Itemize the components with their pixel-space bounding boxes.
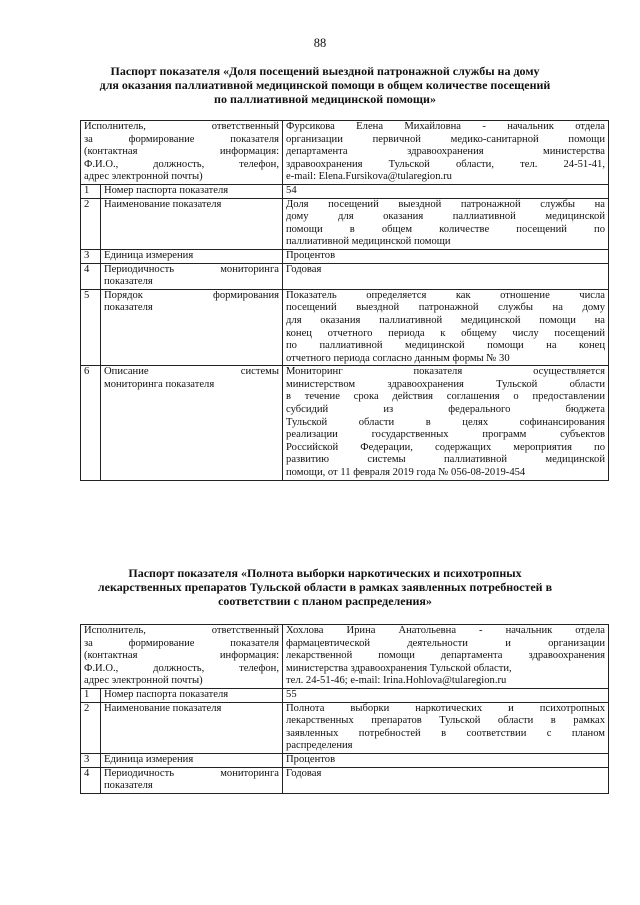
label-line — [84, 663, 279, 676]
row-number: 3 — [81, 753, 101, 767]
row-label — [101, 184, 283, 198]
title-line: лекарственных препаратов Тульской области в рамках заявленных потребностей в — [97, 580, 553, 594]
label-line: Порядок формирования — [104, 289, 280, 301]
value-line: Годовая — [286, 263, 322, 275]
value-line: паллиативной медицинской помощи — [286, 236, 451, 248]
label-line — [84, 134, 279, 147]
value-line: Тульской области в целях софинансирования — [286, 416, 605, 428]
word: телефон, — [239, 158, 279, 170]
word: ответственный — [211, 625, 280, 636]
row-label — [101, 263, 283, 289]
value-line: Фурсикова Елена Михайловна - начальник отдела — [286, 121, 605, 132]
executor-value — [283, 121, 609, 185]
executor-row — [81, 625, 609, 689]
word: формирование — [128, 133, 195, 145]
word: (контактная — [84, 650, 138, 662]
value-line: дому для оказания паллиативной медицинской — [286, 211, 605, 223]
value-line: реализации государственных программ субъектов — [286, 429, 605, 441]
word: информация: — [219, 146, 280, 158]
label-line: Описание системы — [104, 366, 280, 378]
value-line: распределения — [286, 740, 353, 752]
row-number: 2 — [81, 198, 101, 249]
value-line: Процентов — [286, 249, 336, 261]
label-line — [84, 121, 279, 134]
row-label — [101, 688, 283, 702]
label-line — [84, 146, 279, 159]
value-line: Полнота выборки наркотических и психотропных — [286, 702, 605, 714]
value-line: Мониторинг показателя осуществляется — [286, 366, 605, 378]
executor-value — [283, 625, 609, 689]
word: Исполнитель, — [84, 625, 146, 636]
word: показателя — [230, 637, 279, 649]
row-number: 1 — [81, 688, 101, 702]
table-row — [81, 753, 609, 767]
value-line: фармацевтической деятельности и организации — [286, 637, 605, 649]
row-value — [283, 702, 609, 753]
label-line: Единица измерения — [104, 249, 194, 261]
row-label — [101, 753, 283, 767]
row-number: 6 — [81, 366, 101, 480]
word: за — [84, 133, 93, 145]
label-line: Периодичность мониторинга — [104, 263, 280, 275]
value-line: Хохлова Ирина Анатольевна - начальник отдела — [286, 625, 605, 636]
label-line: Единица измерения — [104, 753, 194, 765]
row-value — [283, 289, 609, 366]
passport-1-title — [80, 64, 570, 106]
executor-label — [81, 121, 283, 185]
value-line: e-mail: Elena.Fursikova@tularegion.ru — [286, 171, 452, 183]
table-row — [81, 198, 609, 249]
value-line: лекарственных препаратов Тульской области в рамках — [286, 715, 605, 727]
value-line: в течение срока действия соглашения о предоставлении — [286, 391, 605, 403]
table-row — [81, 702, 609, 753]
label-line: показателя — [104, 780, 153, 792]
value-line: помощи, от 11 февраля 2019 года № 056-08-2019-454 — [286, 467, 526, 479]
title-line: Паспорт показателя «Доля посещений выездной патронажной службы на дому — [110, 64, 540, 78]
row-label — [101, 198, 283, 249]
value-line: здравоохранения Тульской области, тел. 24-51-41, — [286, 158, 605, 170]
value-line: посещений выездной патронажной службы на дому — [286, 302, 605, 314]
label-line — [84, 625, 279, 638]
table-row — [81, 263, 609, 289]
word: ответственный — [211, 121, 280, 132]
row-value — [283, 249, 609, 263]
value-line: отчетного периода согласно данным формы № 30 — [286, 352, 510, 364]
passport-2-table — [80, 624, 609, 794]
label-line: мониторинга показателя — [104, 378, 215, 390]
title-line: для оказания паллиативной медицинской помощи в общем количестве посещений — [99, 78, 551, 92]
label-line — [84, 159, 279, 172]
value-line: развитию системы паллиативной медицинской — [286, 454, 605, 466]
value-line: по паллиативной медицинской помощи на конец — [286, 340, 605, 352]
value-line: Доля посещений выездной патронажной службы на — [286, 198, 605, 210]
label-line: Периодичность мониторинга — [104, 767, 280, 779]
word: должность, — [153, 662, 205, 674]
value-line: лекарственной помощи департамента здравоохранения — [286, 650, 605, 662]
value-line: организации первичной медико-санитарной помощи — [286, 133, 605, 145]
value-line: департамента здравоохранения министерства — [286, 146, 605, 158]
row-value — [283, 198, 609, 249]
label-line: Наименование показателя — [104, 198, 222, 210]
row-number: 4 — [81, 263, 101, 289]
title-line: Паспорт показателя «Полнота выборки наркотических и психотропных — [128, 566, 522, 580]
row-number: 1 — [81, 184, 101, 198]
value-line: Процентов — [286, 753, 336, 765]
value-line: Российской Федерации, содержащих мероприятия по — [286, 441, 605, 453]
value-line: 54 — [286, 184, 297, 196]
value-line: заявленных потребностей в соответствии с планом — [286, 727, 605, 739]
word: Исполнитель, — [84, 121, 146, 132]
passport-2-title — [80, 566, 570, 608]
label-line: Номер паспорта показателя — [104, 184, 229, 196]
word: (контактная — [84, 146, 138, 158]
executor-row — [81, 121, 609, 185]
row-label — [101, 249, 283, 263]
value-line: Показатель определяется как отношение числа — [286, 289, 605, 301]
label-line — [84, 650, 279, 663]
table-row — [81, 688, 609, 702]
row-value — [283, 263, 609, 289]
word: телефон, — [239, 662, 279, 674]
row-label — [101, 366, 283, 480]
table-row — [81, 289, 609, 366]
label-line: адрес электронной почты) — [84, 675, 203, 687]
value-line: 55 — [286, 688, 297, 700]
row-label — [101, 702, 283, 753]
executor-label — [81, 625, 283, 689]
title-line: по паллиативной медицинской помощи» — [214, 92, 436, 106]
row-value — [283, 366, 609, 480]
table-row — [81, 184, 609, 198]
word: показателя — [230, 133, 279, 145]
value-line: министерством здравоохранения Тульской области — [286, 378, 605, 390]
value-line: министерства здравоохранения Тульской области, — [286, 662, 512, 674]
label-line: Наименование показателя — [104, 702, 222, 714]
title-line: соответствии с планом распределения» — [218, 594, 432, 608]
value-line: субсидий из федерального бюджета — [286, 404, 605, 416]
value-line: Годовая — [286, 767, 322, 779]
row-number: 4 — [81, 767, 101, 793]
word: за — [84, 637, 93, 649]
value-line: помощи в общем количестве посещений по — [286, 223, 605, 235]
value-line: для оказания паллиативной медицинской помощи на — [286, 314, 605, 326]
row-number: 3 — [81, 249, 101, 263]
label-line: показателя — [104, 276, 153, 288]
row-number: 2 — [81, 702, 101, 753]
row-value — [283, 184, 609, 198]
word: информация: — [219, 650, 280, 662]
value-line: тел. 24-51-46; e-mail: Irina.Hohlova@tularegion.ru — [286, 675, 507, 687]
table-row — [81, 767, 609, 793]
page-number: 88 — [313, 36, 327, 50]
word: Ф.И.О., — [84, 158, 119, 170]
label-line: показателя — [104, 302, 153, 314]
label-line — [84, 638, 279, 651]
row-label — [101, 767, 283, 793]
row-value — [283, 688, 609, 702]
row-label — [101, 289, 283, 366]
word: Ф.И.О., — [84, 662, 119, 674]
value-line: конец отчетного периода к общему числу посещений — [286, 327, 605, 339]
table-row — [81, 366, 609, 480]
word: должность, — [153, 158, 205, 170]
row-value — [283, 767, 609, 793]
label-line: адрес электронной почты) — [84, 171, 203, 183]
row-number: 5 — [81, 289, 101, 366]
table-row — [81, 249, 609, 263]
passport-1-table — [80, 120, 609, 481]
label-line: Номер паспорта показателя — [104, 688, 229, 700]
word: формирование — [128, 637, 195, 649]
row-value — [283, 753, 609, 767]
